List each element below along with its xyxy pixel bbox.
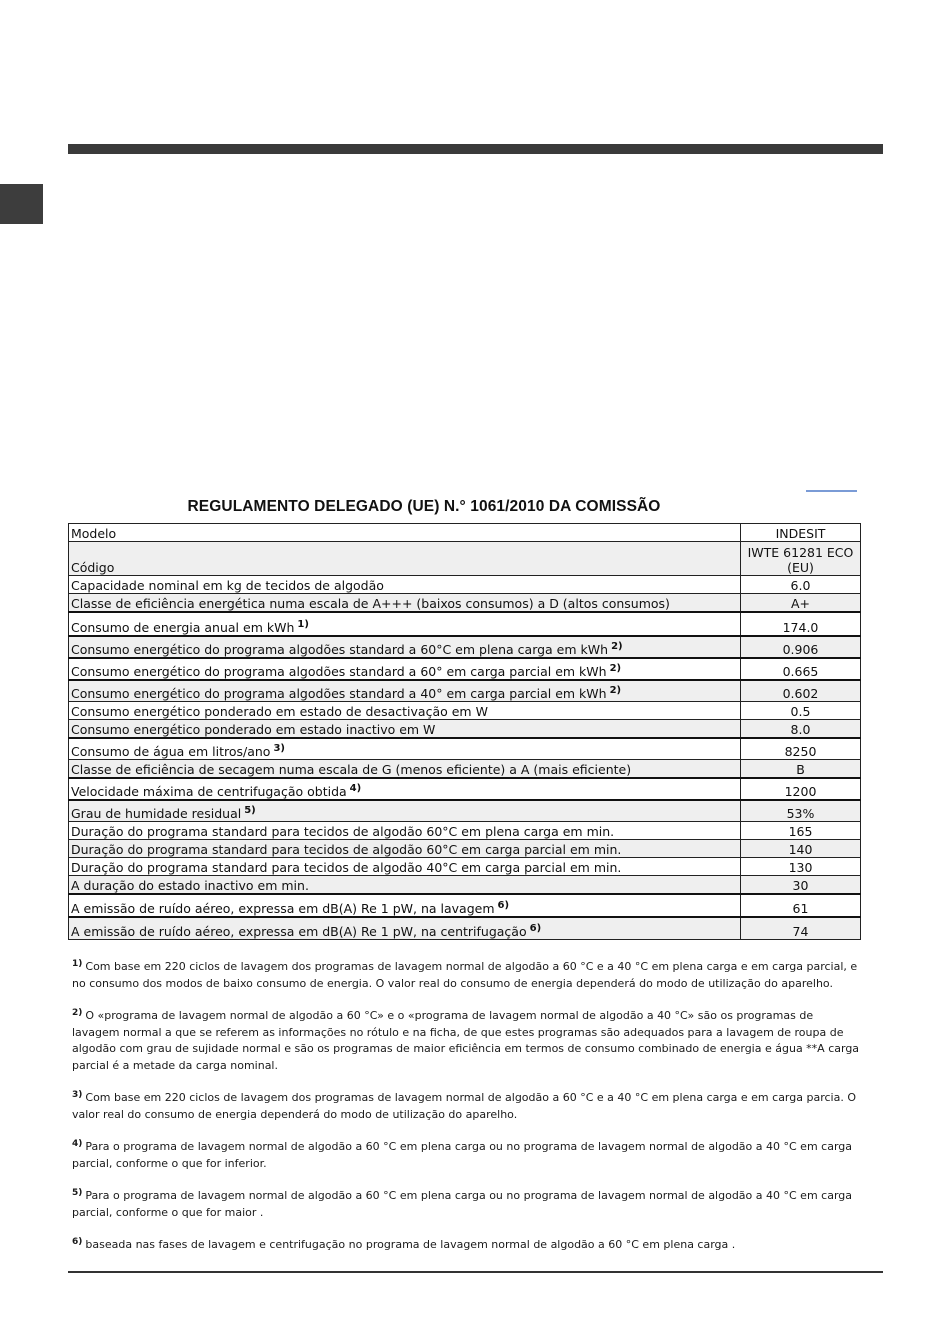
spec-label-cell [69,894,741,917]
spec-value: A+ [741,594,861,612]
spec-label-cell [69,840,741,858]
spec-value: 0.906 [741,636,861,658]
section-tab-marker [0,184,43,224]
spec-label-cell [69,594,741,612]
spec-label-cell [69,800,741,822]
spec-label: Duração do programa standard para tecidos de algodão 60°C em plena carga em min. [71,824,615,839]
footnote-item [72,1005,862,1074]
spec-label-cell [69,858,741,876]
spec-row [69,576,861,594]
footnote-ref: 4) [349,782,362,794]
footnote-ref: 6) [529,923,542,934]
spec-row [69,894,861,917]
spec-value: 1200 [741,778,861,800]
footnote-mark: 6) [72,1237,83,1247]
spec-label: Código [71,560,115,575]
spec-label-cell [69,576,741,594]
top-divider [68,144,883,154]
footnote-text: O «programa de lavagem normal de algodão a 60 °C» e o «programa de lavagem normal de algodão a 40 °C» são os programas de lavagem normal a que se referem as informações no rótulo e na ficha, de que estes programas são adequados para a lavagem de roupa de algodão com grau de sujidade normal e são os programas de maior eficiência em termos de consumo combinado de energia e água **A carga parcial é a metade da carga nominal. [72,1009,860,1072]
spec-value: 6.0 [741,576,861,594]
spec-label-cell [69,702,741,720]
spec-value: 30 [741,876,861,894]
spec-value: 61 [741,894,861,917]
spec-label-cell [69,658,741,680]
spec-row [69,636,861,658]
footnote-item [72,1234,862,1254]
footnote-ref: 2) [609,685,622,696]
spec-value: 165 [741,822,861,840]
footnote-text: Para o programa de lavagem normal de algodão a 60 °C em plena carga ou no programa de lavagem normal de algodão a 40 °C em carga parcial, conforme o que for inferior. [72,1140,853,1170]
spec-row [69,524,861,542]
spec-value: B [741,760,861,778]
spec-row [69,876,861,894]
spec-value: 140 [741,840,861,858]
spec-value: 8250 [741,738,861,760]
footnote-text: Para o programa de lavagem normal de algodão a 60 °C em plena carga ou no programa de lavagem normal de algodão a 40 °C em carga parcial, conforme o que for maior . [72,1189,853,1219]
spec-row [69,800,861,822]
footnote-text: Com base em 220 ciclos de lavagem dos programas de lavagem normal de algodão a 60 °C e a 40 °C em plena carga e em carga parcial, e no consumo dos modos de baixo consumo de energia. O valor real do consumo de energia dependerá do modo de utilização do aparelho. [72,960,858,990]
spec-label: Consumo de energia anual em kWh [71,619,295,635]
spec-label-cell [69,542,741,576]
spec-row [69,738,861,760]
spec-value: INDESIT [741,524,861,542]
spec-row [69,612,861,636]
spec-row [69,680,861,702]
spec-row [69,917,861,940]
spec-label-cell [69,738,741,760]
spec-row [69,542,861,576]
spec-label: Consumo energético ponderado em estado de desactivação em W [71,704,488,719]
footnote-mark: 1) [72,959,83,969]
spec-value: 0.602 [741,680,861,702]
spec-label: Classe de eficiência energética numa escala de A+++ (baixos consumos) a D (altos consumos) [71,595,670,611]
footnote-item [72,1087,862,1123]
footnote-ref: 1) [297,618,309,630]
spec-label-cell [69,524,741,542]
spec-label: Modelo [71,526,117,541]
spec-label-cell [69,612,741,636]
spec-row [69,778,861,800]
footnote-ref: 5) [244,805,256,816]
spec-label: Velocidade máxima de centrifugação obtida [71,783,347,799]
spec-label: A emissão de ruído aéreo, expressa em dB(A) Re 1 pW, na centrifugação [71,924,527,939]
footnote-item [72,1136,862,1172]
spec-row [69,720,861,738]
footnote-ref: 2) [611,640,623,652]
footnote-text: Com base em 220 ciclos de lavagem dos programas de lavagem normal de algodão a 60 °C e a 40 °C em plena carga e em carga parcia. O valor real do consumo de energia dependerá do modo de utilização do aparelho. [72,1091,856,1121]
spec-row [69,822,861,840]
spec-row [69,594,861,612]
spec-label: Consumo energético do programa algodões standard a 60° em carga parcial em kWh [71,663,607,679]
spec-label-cell [69,822,741,840]
spec-value: 0.5 [741,702,861,720]
footnote-mark: 2) [72,1008,83,1018]
footnote-mark: 4) [72,1139,83,1149]
spec-label: Grau de humidade residual [71,806,242,821]
spec-value: 8.0 [741,720,861,738]
footnote-item [72,1185,862,1221]
spec-label: Classe de eficiência de secagem numa escala de G (menos eficiente) a A (mais eficiente) [71,761,632,777]
spec-value: 74 [741,917,861,940]
spec-value: 53% [741,800,861,822]
spec-row [69,658,861,680]
spec-label-cell [69,636,741,658]
spec-row [69,760,861,778]
footnote-ref: 2) [609,662,622,674]
footnote-ref: 3) [273,743,285,754]
regulation-title: REGULAMENTO DELEGADO (UE) N.° 1061/2010 DA COMISSÃO [187,498,661,515]
spec-label: Consumo energético do programa algodões standard a 60°C em plena carga em kWh [71,641,609,657]
spec-label: A duração do estado inactivo em min. [71,877,309,893]
footnote-mark: 3) [72,1090,83,1100]
spec-value: 130 [741,858,861,876]
spec-value: 0.665 [741,658,861,680]
spec-row [69,840,861,858]
spec-label: A emissão de ruído aéreo, expressa em dB(A) Re 1 pW, na lavagem [71,900,495,916]
footnotes [72,956,862,1267]
footnote-mark: 5) [72,1188,83,1198]
spec-label-cell [69,720,741,738]
bottom-divider [68,1271,883,1273]
spec-label: Capacidade nominal em kg de tecidos de algodão [71,578,384,593]
spec-label: Consumo energético do programa algodões standard a 40° em carga parcial em kWh [71,686,607,701]
spec-label-cell [69,778,741,800]
footnote-ref: 6) [497,899,510,911]
blue-underline-mark [806,490,857,492]
spec-row [69,858,861,876]
spec-label-cell [69,917,741,940]
spec-label: Consumo de água em litros/ano [71,744,271,759]
spec-value: IWTE 61281 ECO (EU) [741,542,861,576]
spec-label-cell [69,876,741,894]
spec-row [69,702,861,720]
spec-label-cell [69,680,741,702]
footnote-item [72,956,862,992]
spec-label: Duração do programa standard para tecidos de algodão 40°C em carga parcial em min. [71,860,622,875]
spec-value: 174.0 [741,612,861,636]
spec-label: Consumo energético ponderado em estado inactivo em W [71,721,436,737]
energy-spec-table [68,523,861,940]
footnote-text: baseada nas fases de lavagem e centrifugação no programa de lavagem normal de algodão a 60 °C em plena carga . [85,1238,736,1251]
spec-label-cell [69,760,741,778]
spec-label: Duração do programa standard para tecidos de algodão 60°C em carga parcial em min. [71,842,622,857]
